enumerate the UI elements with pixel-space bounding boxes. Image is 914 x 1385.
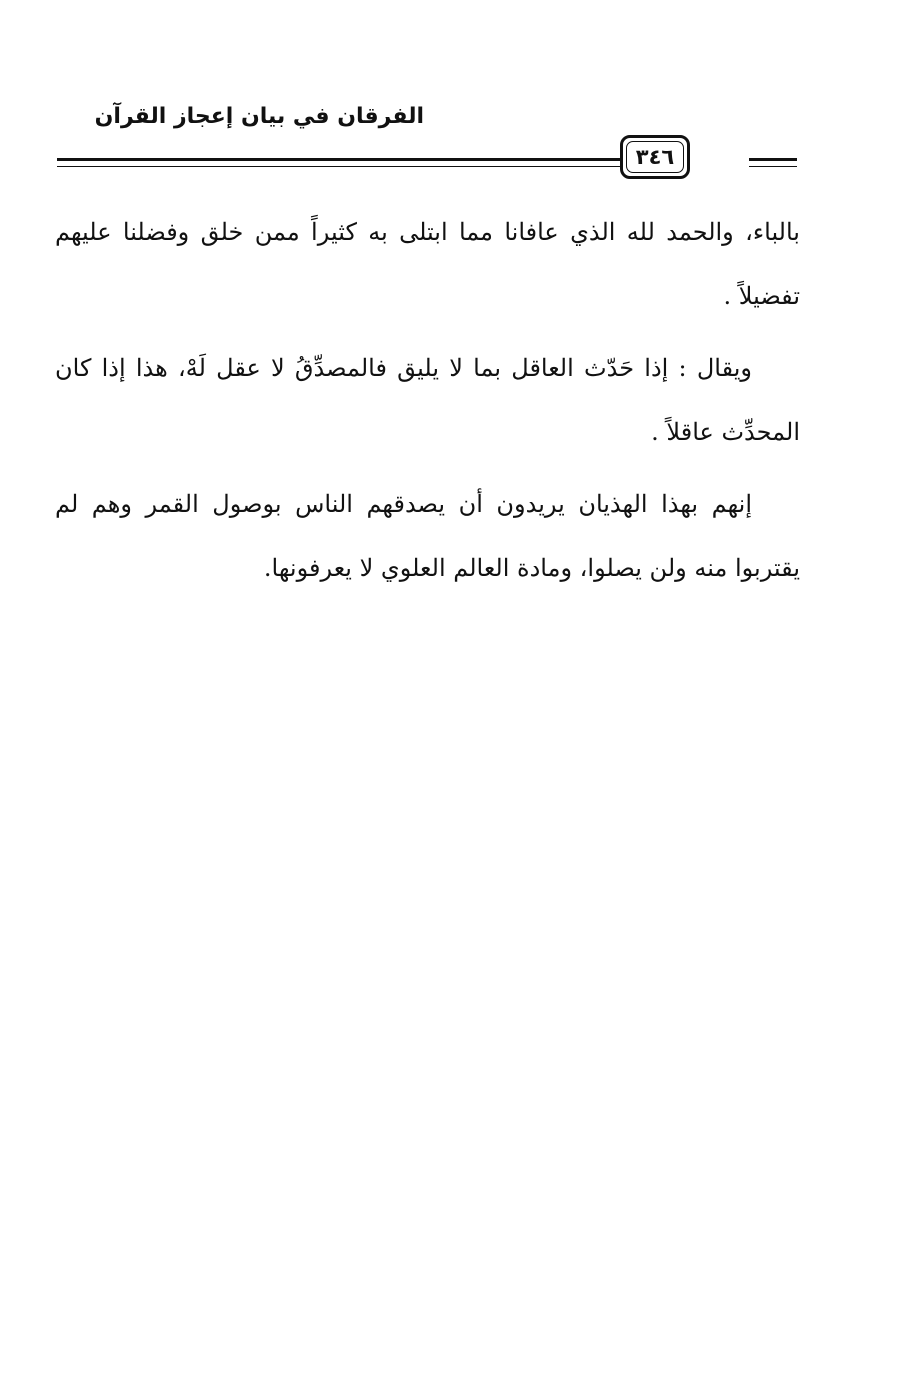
header-rule-thin-right (749, 166, 797, 167)
body-text (55, 200, 800, 608)
header-rule-thin-left (57, 166, 675, 167)
paragraph-2: ويقال : إذا حَدّث العاقل بما لا يليق فالمصدِّقُ لا عقل لَهْ، هذا إذا كان المحدِّث عاقلاً . (55, 354, 800, 446)
page-number-frame (620, 135, 690, 179)
header-rule-thick-left (57, 158, 675, 161)
paragraph-3: إنهم بهذا الهذيان يريدون أن يصدقهم الناس بوصول القمر وهم لم يقتربوا منه ولن يصلوا، ومادة العالم العلوي لا يعرفونها. (55, 490, 800, 582)
running-title: الفرقان في بيان إعجاز القرآن (94, 104, 424, 129)
page-number: ٣٤٦ (626, 141, 684, 173)
paragraph-1: بالباء، والحمد لله الذي عافانا مما ابتلى به كثيراً ممن خلق وفضلنا عليهم تفضيلاً . (55, 218, 800, 310)
header-rule-thick-right (749, 158, 797, 161)
